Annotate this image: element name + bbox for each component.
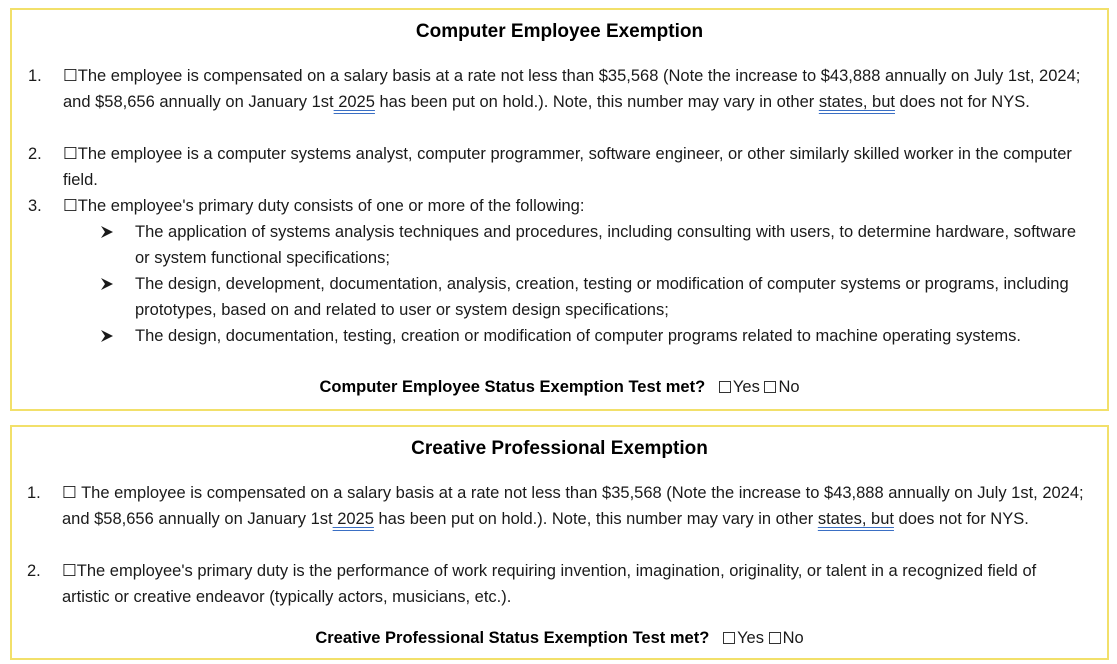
list-item (28, 141, 1093, 193)
list-item (27, 480, 1092, 532)
item-number: 1. (28, 67, 42, 85)
item-text-part: ☐The employee is compensated on a salary basis at a rate not less than $35,568 (Note the increase to $43,888 annually on July 1st, 2024; and $58,656 annually on January 1st (63, 67, 1081, 111)
list-item (28, 63, 1088, 115)
item-text: ☐The employee is a computer systems analyst, computer programmer, software engineer, or other similarly skilled worker in the computer field. (63, 145, 1072, 189)
list-item (27, 558, 1077, 610)
sub-item-text: The design, development, documentation, analysis, creation, testing or modification of computer systems or programs, including prototypes, based on and related to user or system design specifications; (135, 275, 1069, 319)
computer-exemption-section (10, 8, 1109, 411)
yes-label: Yes (737, 629, 764, 647)
item-text-part: does not for NYS. (893, 510, 1029, 528)
section-title: Computer Employee Exemption (415, 21, 704, 42)
arrowhead-bullet-icon (100, 329, 114, 343)
item-text-part: has been put on hold.). Note, this number may vary in other (373, 510, 818, 528)
spellcheck-flag: 2025 (333, 93, 375, 111)
item-text: ☐The employee's primary duty consists of one or more of the following: (63, 197, 585, 215)
no-checkbox[interactable] (764, 381, 776, 393)
arrowhead-bullet-icon (100, 277, 114, 291)
item-text-part: ☐ The employee is compensated on a salary basis at a rate not less than $35,568 (Note the increase to $43,888 annually on July 1st, 2024; and $58,656 annually on January 1st (62, 484, 1084, 528)
no-checkbox[interactable] (769, 632, 781, 644)
item-text (63, 63, 1088, 115)
item-text-part: has been put on hold.). Note, this number may vary in other (374, 93, 819, 111)
yes-checkbox[interactable] (719, 381, 731, 393)
spellcheck-flag: states, but (818, 93, 895, 111)
sub-list-item (100, 271, 1100, 323)
item-text-part: does not for NYS. (894, 93, 1030, 111)
item-number: 3. (28, 197, 42, 215)
sub-item-text: The design, documentation, testing, creation or modification of computer programs related to machine operating systems. (135, 327, 1021, 345)
item-number: 1. (27, 484, 41, 502)
item-number: 2. (28, 145, 42, 163)
spellcheck-flag: 2025 (332, 510, 374, 528)
list-item (28, 193, 1093, 219)
arrowhead-bullet-icon (100, 225, 114, 239)
test-question: Creative Professional Status Exemption Test met? (315, 629, 710, 647)
item-text (62, 480, 1092, 532)
yes-checkbox[interactable] (723, 632, 735, 644)
exemption-test-line (12, 625, 1107, 651)
sub-list-item (100, 323, 1090, 349)
sub-item-text: The application of systems analysis techniques and procedures, including consulting with users, to determine hardware, software or system functional specifications; (135, 223, 1076, 267)
no-label: No (782, 629, 804, 647)
spellcheck-flag: states, but (817, 510, 894, 528)
yes-label: Yes (732, 378, 760, 396)
section-title: Creative Professional Exemption (411, 438, 708, 459)
no-label: No (778, 378, 800, 396)
creative-exemption-section (10, 425, 1109, 660)
item-text: ☐The employee's primary duty is the performance of work requiring invention, imagination, originality, or talent in a recognized field of artistic or creative endeavor (typically actors, musicians, etc.). (62, 562, 1037, 606)
test-question: Computer Employee Status Exemption Test met? (319, 378, 706, 396)
exemption-test-line (12, 374, 1107, 400)
sub-list-item (100, 219, 1090, 271)
item-number: 2. (27, 562, 41, 580)
